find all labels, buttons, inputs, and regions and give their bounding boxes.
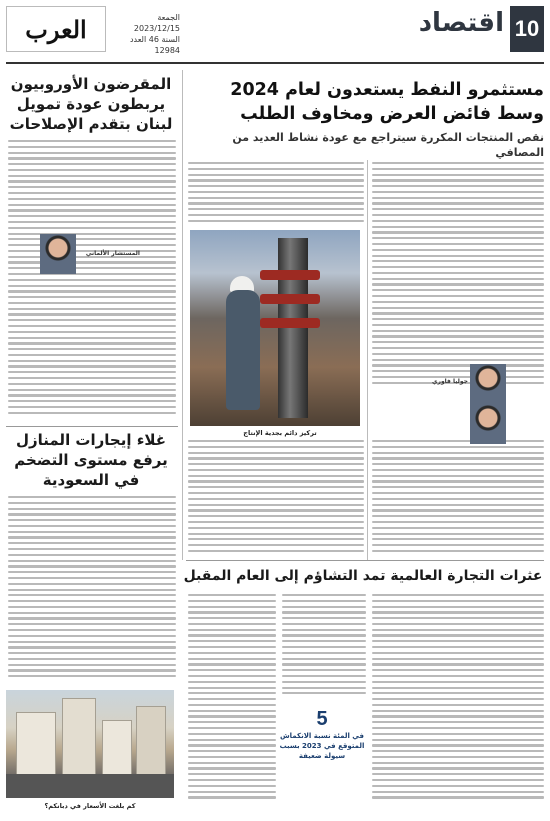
- logo-text: العرب: [25, 14, 87, 44]
- masthead: [6, 6, 544, 62]
- main-text-col-mid: [188, 162, 364, 226]
- issue-date: الجمعة 2023/12/15: [133, 13, 180, 33]
- main-text-col-right: [372, 162, 544, 392]
- main-headline-line2: وسط فائض العرض ومخاوف الطلب: [240, 104, 544, 124]
- issue-number: السنة 46 العدد 12984: [129, 35, 180, 55]
- main-subhead: نقص المنتجات المكررة سيتراجع مع عودة نشاط العديد من المصافي: [232, 131, 544, 159]
- bottom-headline: عثرات التجارة العالمية تمد التشاؤم إلى العام المقبل: [183, 568, 543, 584]
- pull-quote: [278, 708, 366, 761]
- portrait-name: جوليا فاوري: [432, 378, 468, 385]
- housing-photo: [6, 690, 174, 798]
- column-divider: [182, 70, 183, 560]
- side-text-col: [8, 140, 176, 422]
- portrait-photo: [470, 364, 506, 404]
- side-story: [6, 74, 176, 134]
- issue-info: [110, 12, 180, 56]
- main-text-col-mid-lower: [188, 440, 364, 555]
- bottom-photo-caption: كم بلغت الأسعار في دبانكم؟: [44, 802, 136, 810]
- side-headline: المقرضون الأوروبيون يربطون عودة تمويل لبنان بتقدم الإصلاحات: [9, 75, 173, 133]
- section-name: اقتصاد: [418, 8, 504, 38]
- main-headline-line1: مستثمرو النفط يستعدون لعام 2024: [230, 80, 544, 100]
- mid-text-col: [8, 496, 176, 682]
- main-text-col-right-2: [372, 440, 544, 555]
- divider: [186, 560, 544, 561]
- photo-caption: تركيز دائم بجدية الإنتاج: [243, 429, 317, 437]
- portrait-photo: [40, 234, 76, 274]
- mid-headline: غلاء إيجارات المنازل يرفع مستوى التضخم في السعودية: [14, 431, 168, 489]
- portrait-name: المستشار الألماني: [85, 250, 140, 257]
- oil-rig-photo: [190, 230, 360, 426]
- section-number: 10: [510, 6, 544, 52]
- pull-quote-number: 5: [316, 708, 328, 730]
- column-divider: [367, 160, 368, 560]
- newspaper-logo: [6, 6, 106, 52]
- main-story-header: [184, 78, 544, 160]
- portrait-photo: [470, 404, 506, 444]
- divider: [6, 426, 178, 427]
- top-divider: [6, 62, 544, 64]
- pull-quote-text: في المئة نسبة الانكماش المتوقع في 2023 بسبب سيولة ضعيفة: [279, 732, 365, 760]
- bottom-text-col-3: [188, 594, 276, 808]
- bottom-text-col-2: [282, 594, 366, 704]
- bottom-text-col-1: [372, 594, 544, 808]
